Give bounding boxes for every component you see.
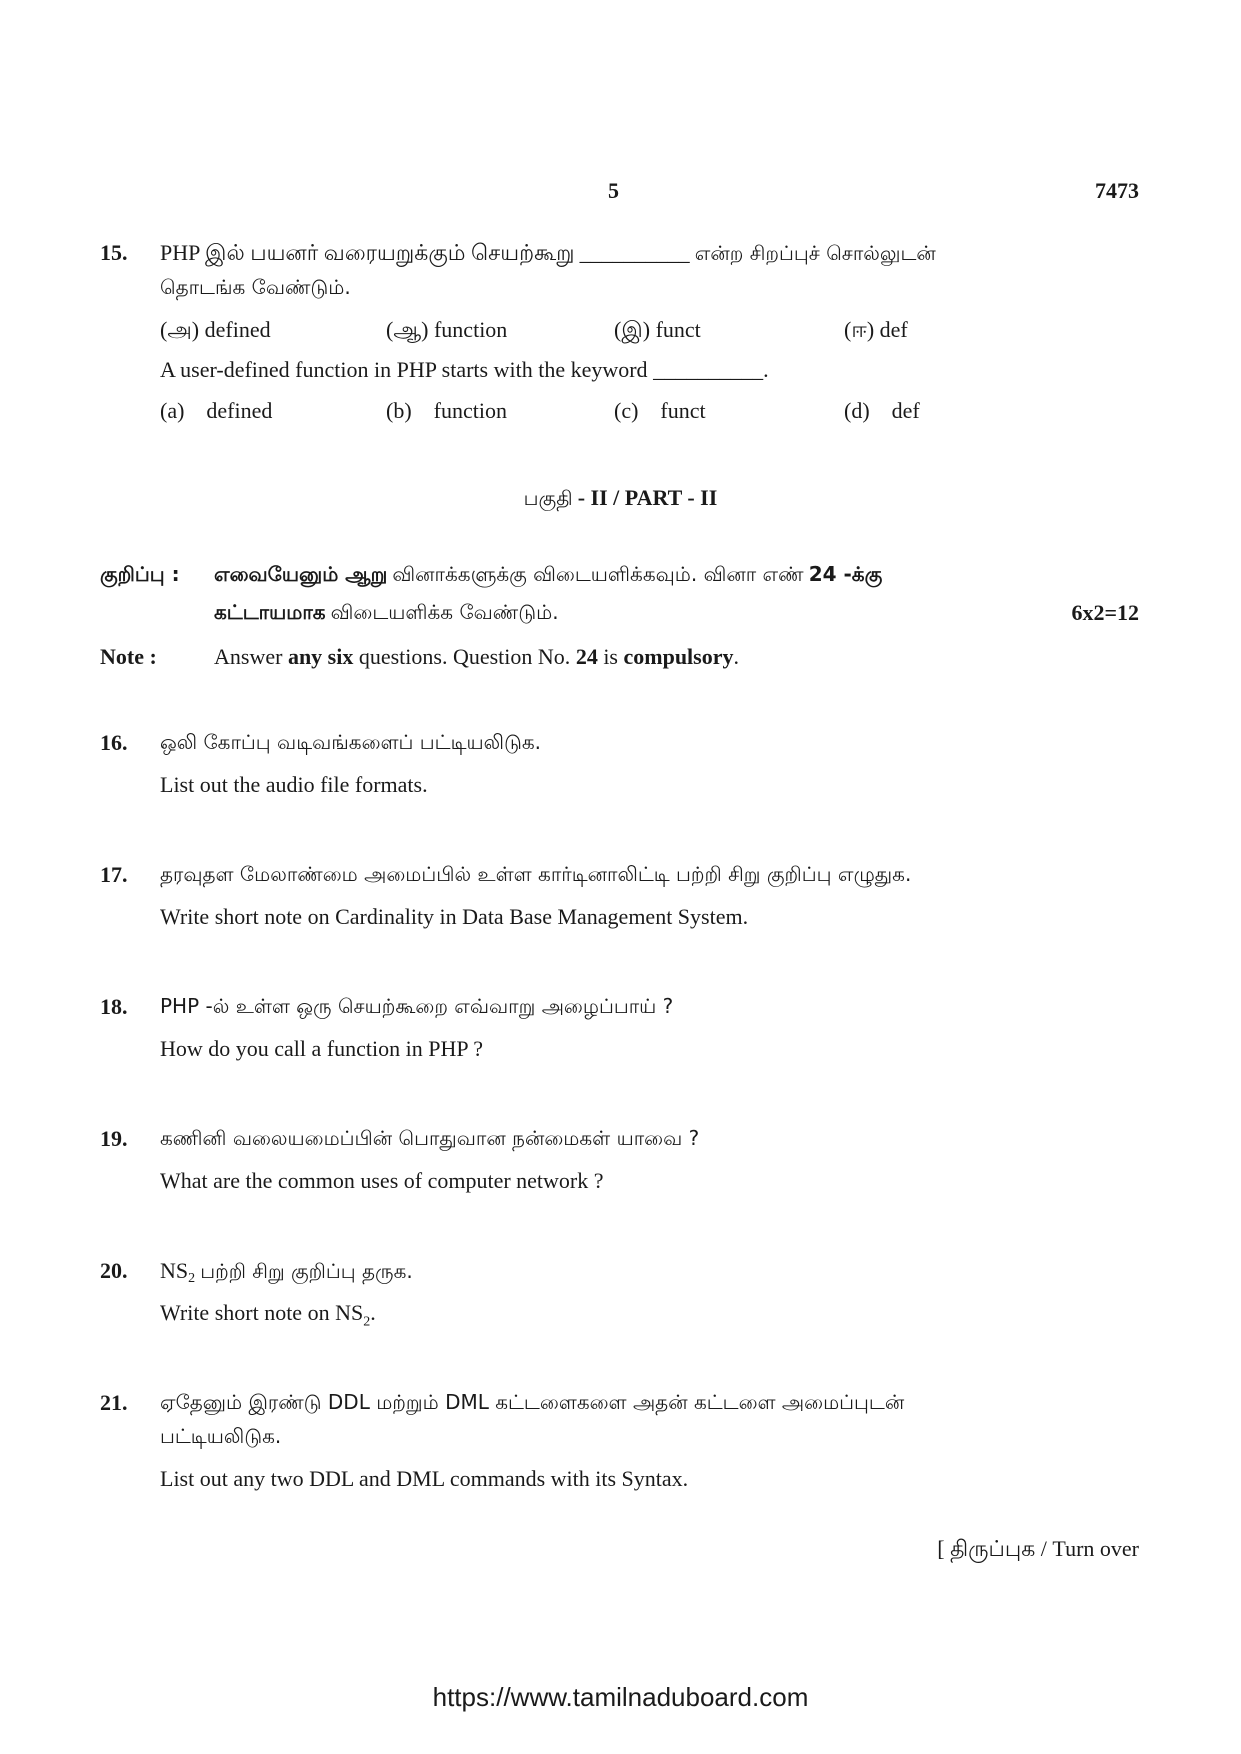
question-number: 16. <box>100 730 128 755</box>
note-text: Answer <box>214 644 283 669</box>
question-21-tamil-line1: ஏதேனும் இரண்டு DDL மற்றும் DML கட்டளைகளை அதன் கட்டளை அமைப்புடன் <box>160 1390 905 1414</box>
ns-text: NS <box>160 1258 189 1283</box>
question-15-tamil-line1 <box>160 240 936 269</box>
note-tamil-label: குறிப்பு : <box>100 562 180 586</box>
note-text: is <box>603 644 618 669</box>
subscript: 2 <box>363 1314 371 1330</box>
option-label: (அ) <box>160 317 200 342</box>
question-15-english <box>160 357 769 383</box>
q15-tamil-option-3 <box>614 317 701 346</box>
note-text: வினாக்களுக்கு விடையளிக்கவும். வினா எண் <box>392 562 804 586</box>
marks-allocation: 6x2=12 <box>1071 600 1139 625</box>
question-number: 18. <box>100 994 128 1019</box>
q15-tamil-option-1 <box>160 317 271 346</box>
question-16-tamil: ஒலி கோப்பு வடிவங்களைப் பட்டியலிடுக. <box>160 730 542 754</box>
option-label: (d) <box>844 398 870 423</box>
option-text: defined <box>204 317 271 342</box>
note-text: questions. Question No. <box>358 644 571 669</box>
part-heading-tamil: பகுதி <box>523 486 573 510</box>
option-label: (ஆ) <box>386 317 429 342</box>
part-heading-label: - II / PART - II <box>577 485 718 510</box>
subscript: 2 <box>188 1271 196 1287</box>
note-text: விடையளிக்க வேண்டும். <box>330 600 559 624</box>
note-emphasis: any six <box>287 644 354 669</box>
option-label: (a) <box>160 398 185 423</box>
question-number: 20. <box>100 1258 128 1283</box>
q15-english-prefix: A user-defined function in PHP starts with the keyword <box>160 357 648 382</box>
q15-english-option-b <box>386 398 507 424</box>
question-19-tamil: கணினி வலையமைப்பின் பொதுவான நன்மைகள் யாவை ? <box>160 1126 700 1150</box>
note-english-label: Note : <box>100 644 157 669</box>
q15-english-blank: __________. <box>653 357 769 382</box>
note-emphasis: 24 <box>575 644 598 669</box>
note-emphasis: 24 -க்கு <box>808 562 883 586</box>
option-text: function <box>433 398 507 423</box>
question-20-tamil <box>160 1258 413 1287</box>
question-number: 19. <box>100 1126 128 1151</box>
question-16-english: List out the audio file formats. <box>160 772 428 797</box>
q15-tamil-option-2 <box>386 317 507 346</box>
note-emphasis: compulsory <box>623 644 734 669</box>
question-21-tamil-line2: பட்டியலிடுக. <box>160 1424 282 1448</box>
question-17-english: Write short note on Cardinality in Data Base Management System. <box>160 904 749 929</box>
question-number: 17. <box>100 862 128 887</box>
turn-over: [ திருப்புக / Turn over <box>937 1536 1139 1561</box>
option-label: (ஈ) <box>844 317 875 342</box>
question-number: 21. <box>100 1390 128 1415</box>
question-17-tamil: தரவுதள மேலாண்மை அமைப்பில் உள்ள கார்டினாலிட்டி பற்றி சிறு குறிப்பு எழுதுக. <box>160 862 912 886</box>
option-text: def <box>879 317 908 342</box>
part-heading <box>0 485 1241 513</box>
option-text: funct <box>655 317 701 342</box>
option-text: def <box>891 398 920 423</box>
source-url: https://www.tamilnaduboard.com <box>432 1682 809 1712</box>
q15-english-option-d <box>844 398 920 424</box>
option-text: defined <box>206 398 273 423</box>
q15-english-option-c <box>614 398 706 424</box>
page-number: 5 <box>608 178 619 203</box>
q15-tamil-blank: __________ <box>579 240 690 265</box>
question-21-english: List out any two DDL and DML commands with its Syntax. <box>160 1466 689 1491</box>
question-19-english: What are the common uses of computer network ? <box>160 1168 604 1193</box>
note-tamil-line2 <box>214 600 559 627</box>
option-label: (இ) <box>614 317 651 342</box>
question-18-english: How do you call a function in PHP ? <box>160 1036 484 1061</box>
exam-code: 7473 <box>1095 178 1139 203</box>
question-number: 15. <box>100 240 128 265</box>
q15-tamil-prefix: PHP இல் பயனர் வரையறுக்கும் செயற்கூறு <box>160 240 575 265</box>
question-18-tamil: PHP -ல் உள்ள ஒரு செயற்கூறை எவ்வாறு அழைப்பாய் ? <box>160 994 674 1018</box>
q15-tamil-suffix: என்ற சிறப்புச் சொல்லுடன் <box>694 241 936 265</box>
note-text: . <box>733 644 739 669</box>
note-english <box>214 644 739 670</box>
option-label: (b) <box>386 398 412 423</box>
option-label: (c) <box>614 398 639 423</box>
note-emphasis: எவையேனும் ஆறு <box>214 562 388 586</box>
note-tamil-line1 <box>214 562 882 589</box>
q20-english-prefix: Write short note on NS <box>160 1300 364 1325</box>
option-text: function <box>433 317 508 342</box>
q20-english-suffix: . <box>370 1300 376 1325</box>
question-15-tamil-line2: தொடங்க வேண்டும். <box>160 275 351 299</box>
option-text: funct <box>660 398 706 423</box>
q15-tamil-option-4 <box>844 317 908 346</box>
question-20-english <box>160 1300 376 1330</box>
q15-english-option-a <box>160 398 272 424</box>
q20-tamil-rest: பற்றி சிறு குறிப்பு தருக. <box>200 1259 413 1283</box>
note-emphasis: கட்டாயமாக <box>214 600 326 624</box>
